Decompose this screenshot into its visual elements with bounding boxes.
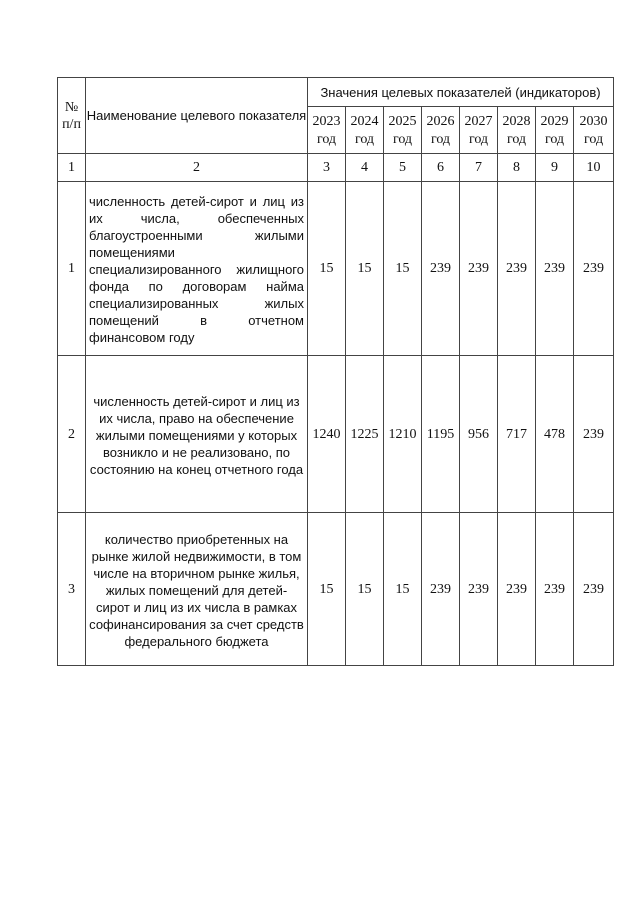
value-cell: 239 — [498, 182, 536, 356]
column-number-cell: 2 — [86, 154, 308, 182]
value-cell: 15 — [346, 513, 384, 666]
value-cell: 956 — [460, 356, 498, 513]
header-year-cell — [498, 107, 536, 154]
value-cell: 239 — [422, 182, 460, 356]
value-cell: 15 — [384, 182, 422, 356]
row-number-cell: 3 — [58, 513, 86, 666]
header-year: 2025 — [388, 113, 417, 129]
value-cell: 239 — [574, 182, 614, 356]
target-indicators-table — [57, 77, 614, 666]
column-number-cell: 8 — [498, 154, 536, 182]
header-year: 2027 — [464, 113, 493, 129]
header-year-cell — [422, 107, 460, 154]
column-number-cell: 9 — [536, 154, 574, 182]
value-cell: 15 — [384, 513, 422, 666]
header-year-unit: год — [354, 131, 375, 147]
value-cell: 15 — [308, 182, 346, 356]
value-cell: 239 — [574, 513, 614, 666]
header-year-cell — [308, 107, 346, 154]
header-name-cell: Наименование целевого показателя — [86, 78, 308, 154]
value-cell: 239 — [460, 513, 498, 666]
header-number-cell: № п/п — [58, 78, 86, 154]
value-cell: 1240 — [308, 356, 346, 513]
column-number-cell: 7 — [460, 154, 498, 182]
table-row — [58, 513, 614, 666]
row-number-cell: 2 — [58, 356, 86, 513]
column-number-cell: 5 — [384, 154, 422, 182]
value-cell: 239 — [536, 513, 574, 666]
header-row-1 — [58, 78, 614, 107]
value-cell: 239 — [574, 356, 614, 513]
header-year: 2028 — [502, 113, 531, 129]
header-year-cell — [460, 107, 498, 154]
header-values-cell: Значения целевых показателей (индикаторов) — [308, 78, 614, 107]
value-cell: 239 — [498, 513, 536, 666]
header-year-unit: год — [583, 131, 604, 147]
value-cell: 15 — [308, 513, 346, 666]
header-year-unit: год — [316, 131, 337, 147]
column-number-row — [58, 154, 614, 182]
header-year-unit: год — [430, 131, 451, 147]
column-number-cell: 4 — [346, 154, 384, 182]
header-year-unit: год — [506, 131, 527, 147]
column-number-cell: 1 — [58, 154, 86, 182]
value-cell: 15 — [346, 182, 384, 356]
table-row — [58, 356, 614, 513]
value-cell: 478 — [536, 356, 574, 513]
header-year-cell — [574, 107, 614, 154]
header-year: 2029 — [540, 113, 569, 129]
value-cell: 239 — [422, 513, 460, 666]
table-row — [58, 182, 614, 356]
header-year-unit: год — [544, 131, 565, 147]
header-year: 2023 — [312, 113, 341, 129]
header-year-cell — [536, 107, 574, 154]
indicator-name-cell: количество приобретенных на рынке жилой недвижимости, в том числе на вторичном рынке жилья, жилых помещений для детей-сирот и лиц из их числа в рамках софинансирования за счет средств федерального бюджета — [86, 513, 308, 666]
column-number-cell: 6 — [422, 154, 460, 182]
header-year-unit: год — [392, 131, 413, 147]
header-year: 2026 — [426, 113, 455, 129]
column-number-cell: 10 — [574, 154, 614, 182]
value-cell: 1225 — [346, 356, 384, 513]
value-cell: 239 — [460, 182, 498, 356]
header-year-cell — [346, 107, 384, 154]
indicator-name-cell: численность детей-сирот и лиц из их числа, обеспеченных благоустроенными жилыми помещениями специализированного жилищного фонда по договорам найма специализированных жилых помещений в отчетном финансовом году — [86, 182, 308, 356]
header-year: 2024 — [350, 113, 379, 129]
value-cell: 1195 — [422, 356, 460, 513]
header-year: 2030 — [579, 113, 608, 129]
header-year-cell — [384, 107, 422, 154]
value-cell: 239 — [536, 182, 574, 356]
value-cell: 1210 — [384, 356, 422, 513]
indicator-name-cell: численность детей-сирот и лиц из их числа, право на обеспечение жилыми помещениями у которых возникло и не реализовано, по состоянию на конец отчетного года — [86, 356, 308, 513]
value-cell: 717 — [498, 356, 536, 513]
column-number-cell: 3 — [308, 154, 346, 182]
header-year-unit: год — [468, 131, 489, 147]
row-number-cell: 1 — [58, 182, 86, 356]
